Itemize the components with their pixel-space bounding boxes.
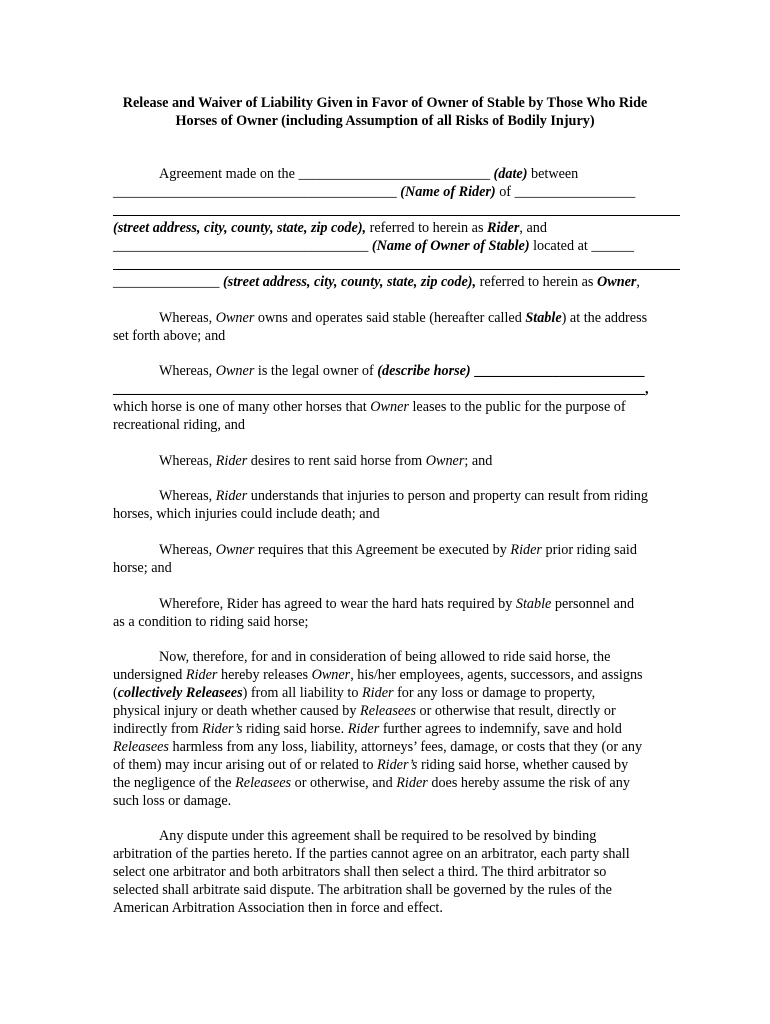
owner-location-blank[interactable]: ______ xyxy=(591,238,634,254)
release-line-2: undersigned Rider hereby releases Owner, his/her employees, agents, successors, and assigns xyxy=(113,667,643,683)
arbitration-line-4: selected shall arbitrate said dispute. The arbitration shall be governed by the rules of the xyxy=(113,882,612,898)
agreement-line-2: ________________________________________ (Name of Rider) of _________________ xyxy=(113,184,636,200)
release-line-4: physical injury or death whether caused by Releasees or otherwise that result, directly or xyxy=(113,703,616,719)
wherefore-line-1: Wherefore, Rider has agreed to wear the hard hats required by Stable personnel and xyxy=(159,596,635,612)
whereas-2-line-4: recreational riding, and xyxy=(113,417,245,433)
release-line-5: indirectly from Rider’s riding said horse. Rider further agrees to indemnify, save and hold xyxy=(113,721,622,737)
rider-address-rule[interactable] xyxy=(113,215,680,216)
document-title xyxy=(100,94,670,130)
whereas-5-line-2: horse; and xyxy=(113,560,172,576)
rider-name-blank[interactable]: ________________________________________ xyxy=(113,184,397,200)
owner-address-blank[interactable]: _______________ xyxy=(113,274,220,290)
rider-term: Rider xyxy=(487,220,520,236)
owner-address-label: (street address, city, county, state, zip code), xyxy=(222,274,477,290)
whereas-2-line-1: Whereas, Owner is the legal owner of (describe horse) ________________________ xyxy=(159,363,645,379)
agreement-line-1: Agreement made on the ___________________________ (date) between xyxy=(159,166,579,182)
whereas-2-line-3: which horse is one of many other horses that Owner leases to the public for the purpose of xyxy=(113,399,626,415)
whereas-4-line-1: Whereas, Rider understands that injuries to person and property can result from riding xyxy=(159,488,648,504)
arbitration-line-5: American Arbitration Association then in force and effect. xyxy=(113,900,443,916)
release-line-1: Now, therefore, for and in consideration of being allowed to ride said horse, the xyxy=(159,649,611,665)
horse-description-blank[interactable]: ________________________ xyxy=(474,363,645,379)
release-line-7: of them) may incur arising out of or related to Rider’s riding said horse, whether caused by xyxy=(113,757,629,773)
whereas-3-line-1: Whereas, Rider desires to rent said horse from Owner; and xyxy=(159,453,493,469)
whereas-4-line-2: horses, which injuries could include death; and xyxy=(113,506,380,522)
whereas-1-line-2: set forth above; and xyxy=(113,328,226,344)
arbitration-line-2: arbitration of the parties hereto. If the parties cannot agree on an arbitrator, each party shall xyxy=(113,846,630,862)
release-line-9: such loss or damage. xyxy=(113,793,232,809)
date-label: (date) xyxy=(493,166,528,182)
agreement-line-5: ____________________________________ (Name of Owner of Stable) located at ______ xyxy=(113,238,634,254)
owner-name-blank[interactable]: ____________________________________ xyxy=(113,238,369,254)
owner-name-label: (Name of Owner of Stable) xyxy=(371,238,530,254)
owner-term: Owner xyxy=(596,274,637,290)
agreement-line-4: (street address, city, county, state, zip code), referred to herein as Rider, and xyxy=(113,220,547,236)
arbitration-line-3: select one arbitrator and both arbitrators shall then select a third. The third arbitrator so xyxy=(113,864,607,880)
date-blank[interactable]: ___________________________ xyxy=(298,166,490,182)
arbitration-line-1: Any dispute under this agreement shall be required to be resolved by binding xyxy=(159,828,597,844)
agreement-line-7: _______________ (street address, city, county, state, zip code), referred to herein as Owner, xyxy=(113,274,640,290)
whereas-1-line-1: Whereas, Owner owns and operates said stable (hereafter called Stable) at the address xyxy=(159,310,648,326)
owner-address-rule[interactable] xyxy=(113,269,680,270)
rider-name-label: (Name of Rider) xyxy=(400,184,496,200)
release-line-6: Releasees harmless from any loss, liability, attorneys’ fees, damage, or costs that they (or any xyxy=(113,739,643,755)
rider-address-label: (street address, city, county, state, zip code), xyxy=(113,220,367,236)
release-line-8: the negligence of the Releasees or otherwise, and Rider does hereby assume the risk of any xyxy=(113,775,630,791)
describe-horse-label: (describe horse) xyxy=(377,363,471,379)
whereas-5-line-1: Whereas, Owner requires that this Agreement be executed by Rider prior riding said xyxy=(159,542,637,558)
title-line-1: Release and Waiver of Liability Given in Favor of Owner of Stable by Those Who Ride xyxy=(122,95,648,111)
horse-description-blank-2[interactable]: ___________________________________________________________________________, xyxy=(113,381,649,397)
release-line-3: (collectively Releasees) from all liability to Rider for any loss or damage to property, xyxy=(113,685,596,701)
title-line-2: Horses of Owner (including Assumption of all Risks of Bodily Injury) xyxy=(175,113,595,129)
rider-location-blank[interactable]: _________________ xyxy=(514,184,636,200)
wherefore-line-2: as a condition to riding said horse; xyxy=(113,614,309,630)
